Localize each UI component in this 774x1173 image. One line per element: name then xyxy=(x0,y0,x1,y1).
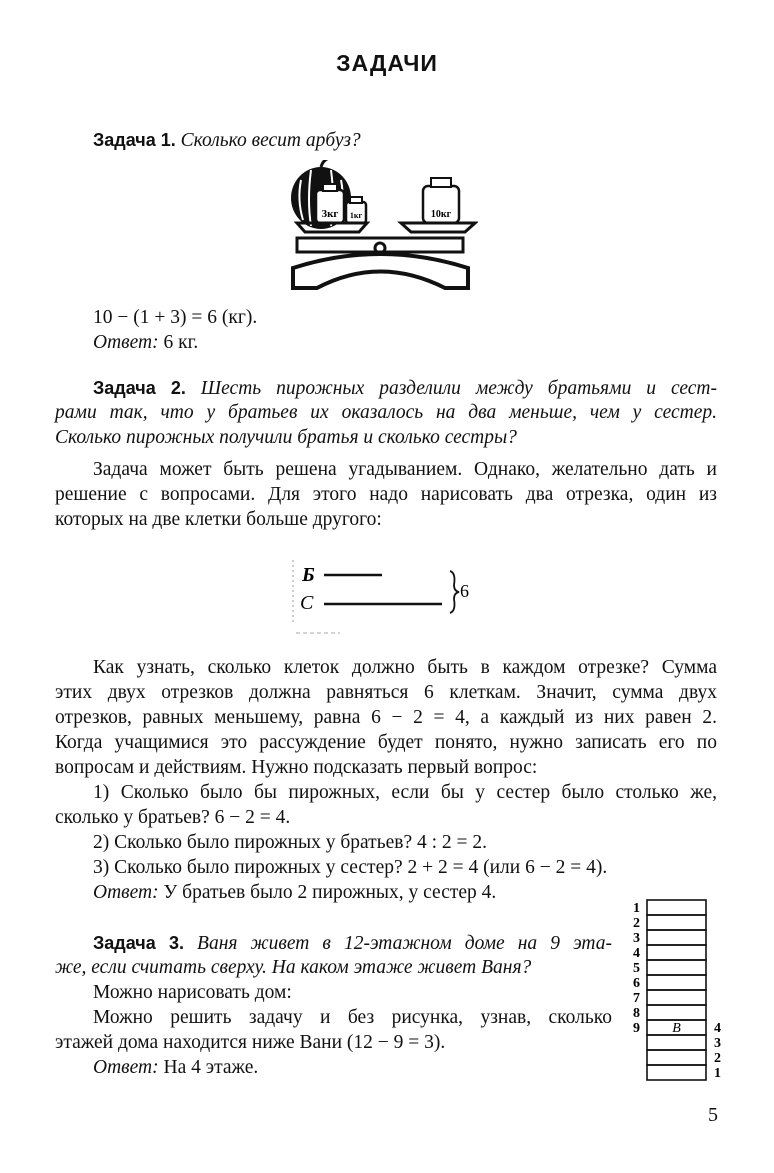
text-line xyxy=(93,376,717,401)
balance-scale-icon xyxy=(293,223,475,288)
text-line xyxy=(93,781,717,805)
page-title: ЗАДАЧИ xyxy=(336,50,438,76)
problem-heading: Задача 3. xyxy=(93,933,184,953)
floor-number-from-top: 1 xyxy=(633,901,640,916)
floor-number-from-top: 9 xyxy=(633,1021,640,1036)
vanya-floor-label: В xyxy=(672,1021,681,1036)
text-line xyxy=(55,1031,612,1055)
brace-icon xyxy=(450,571,459,613)
house-floor xyxy=(647,990,706,1005)
text-line xyxy=(93,458,717,482)
floor-number-from-top: 8 xyxy=(633,1006,640,1021)
house-diagram xyxy=(600,890,740,1090)
floor-number-from-bottom: 1 xyxy=(714,1066,721,1081)
house-floor xyxy=(647,975,706,990)
page-number: 5 xyxy=(708,1104,718,1126)
scale-illustration xyxy=(283,160,478,300)
text-line xyxy=(55,756,717,780)
text-line xyxy=(55,426,717,450)
segments-total: 6 xyxy=(460,581,469,601)
text-span: этих двух отрезков должна равняться 6 клеткам. Значит, сумма двух xyxy=(55,682,717,703)
floor-number-from-top: 5 xyxy=(633,961,640,976)
text-span: 1) Сколько было бы пирожных, если бы у сестер было столько же, xyxy=(93,782,717,803)
text-line xyxy=(93,1056,612,1080)
text-line xyxy=(93,1006,612,1030)
house-floor xyxy=(647,1005,706,1020)
text-line xyxy=(93,931,612,956)
floor-number-from-top: 6 xyxy=(633,976,640,991)
text-span: 2) Сколько было пирожных у братьев? 4 : 2 = 2. xyxy=(93,832,488,853)
text-span: 10 − (1 + 3) = 6 (кг). xyxy=(93,307,258,328)
text-line xyxy=(55,401,717,425)
weight-10kg xyxy=(423,178,459,223)
text-line xyxy=(55,483,717,507)
text-span: Можно нарисовать дом: xyxy=(93,982,292,1003)
svg-text:10кг: 10кг xyxy=(430,209,452,220)
text-line xyxy=(93,128,717,153)
text-span: Как узнать, сколько клеток должно быть в каждом отрезке? Сумма xyxy=(93,657,717,678)
text-line xyxy=(55,956,612,980)
text-span: Задача может быть решена угадыванием. Однако, желательно дать и xyxy=(93,459,717,480)
floor-number-from-bottom: 3 xyxy=(714,1036,721,1051)
text-span: У братьев было 2 пирожных, у сестер 4. xyxy=(158,882,497,903)
text-span: Ответ: xyxy=(93,332,159,353)
text-span: отрезков, равных меньшему, равна 6 − 2 = 4, а каждый из них равен 2. xyxy=(55,707,717,728)
weight-1kg xyxy=(346,197,366,223)
text-line xyxy=(55,706,717,730)
text-span: этажей дома находится ниже Вани (12 − 9 = 3). xyxy=(55,1032,446,1053)
weight-3kg xyxy=(316,184,344,223)
text-span: Когда учащимися это рассуждение будет понято, нужно записать его по xyxy=(55,732,717,753)
house-floor xyxy=(647,930,706,945)
floor-number-from-top: 3 xyxy=(633,931,640,946)
text-span: Можно решить задачу и без рисунка, узнав, сколько xyxy=(93,1007,612,1028)
svg-text:1кг: 1кг xyxy=(349,211,363,220)
text-span: Ответ: xyxy=(93,882,159,903)
text-line xyxy=(93,981,612,1005)
text-span: Сколько весит арбуз? xyxy=(175,130,361,151)
house-floor xyxy=(647,1065,706,1080)
segment-label-brothers: Б xyxy=(302,564,315,586)
house-floor xyxy=(647,945,706,960)
text-span: Сколько пирожных получили братья и сколько сестры? xyxy=(55,427,517,448)
house-floor xyxy=(647,960,706,975)
text-span: сколько у братьев? 6 − 2 = 4. xyxy=(55,807,291,828)
segment-label-sisters: С xyxy=(300,592,314,614)
text-span: 6 кг. xyxy=(158,332,199,353)
house-floor xyxy=(647,1050,706,1065)
text-line xyxy=(93,856,717,880)
text-span: решение с вопросами. Для этого надо нарисовать два отрезка, один из xyxy=(55,484,717,505)
text-line xyxy=(93,306,717,330)
text-span: 3) Сколько было пирожных у сестер? 2 + 2 = 4 (или 6 − 2 = 4). xyxy=(93,857,608,878)
floor-number-from-bottom: 2 xyxy=(714,1051,721,1066)
floor-number-from-bottom: 4 xyxy=(714,1021,721,1036)
text-span: Шесть пирожных разделили между братьями и сест- xyxy=(185,378,718,399)
text-span: На 4 этаже. xyxy=(158,1057,259,1078)
problem-heading: Задача 2. xyxy=(93,378,186,398)
text-line xyxy=(55,508,717,532)
segments-diagram xyxy=(280,555,480,640)
text-span: же, если считать сверху. На каком этаже живет Ваня? xyxy=(55,957,532,978)
text-span: Ваня живет в 12-этажном доме на 9 эта- xyxy=(183,933,612,954)
text-span: Ответ: xyxy=(93,1057,159,1078)
house-floor xyxy=(647,915,706,930)
text-span: которых на две клетки больше другого: xyxy=(55,509,382,530)
text-span: вопросам и действиям. Нужно подсказать первый вопрос: xyxy=(55,757,538,778)
floor-number-from-top: 4 xyxy=(633,946,640,961)
text-line xyxy=(93,331,717,355)
text-line xyxy=(55,731,717,755)
floor-number-from-top: 7 xyxy=(633,991,640,1006)
svg-text:3кг: 3кг xyxy=(321,208,339,220)
text-line xyxy=(55,681,717,705)
text-line xyxy=(55,806,717,830)
house-floor xyxy=(647,1035,706,1050)
text-span: рами так, что у братьев их оказалось на два меньше, чем у сестер. xyxy=(55,402,717,423)
text-line xyxy=(93,831,717,855)
problem-heading: Задача 1. xyxy=(93,130,176,150)
floor-number-from-top: 2 xyxy=(633,916,640,931)
house-floor xyxy=(647,900,706,915)
text-line xyxy=(93,656,717,680)
